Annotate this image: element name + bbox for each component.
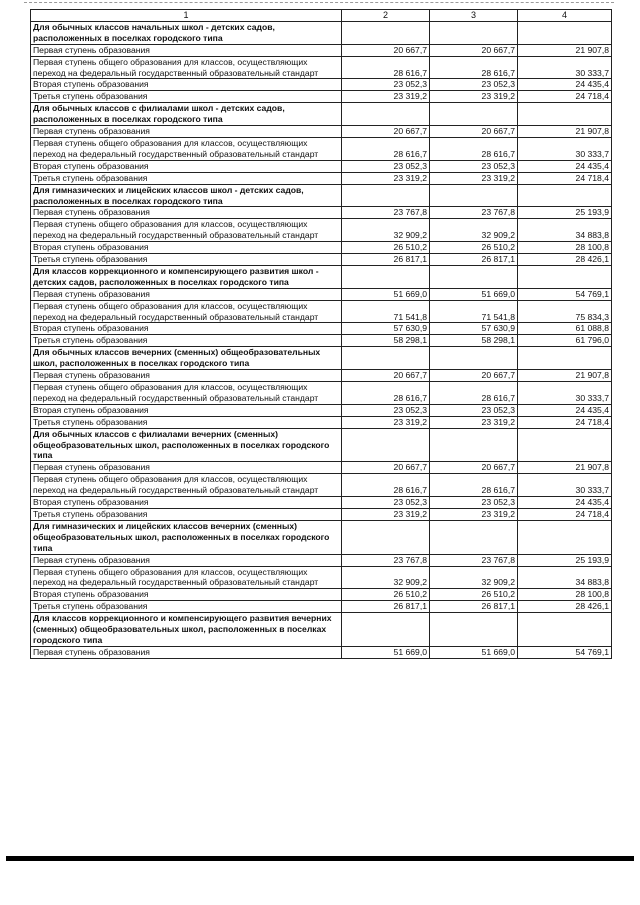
value-cell-col3: 23 052,3 (430, 79, 518, 91)
section-title: Для гимназических и лицейских классов школ - детских садов, расположенных в поселках городского типа (31, 184, 342, 207)
value-cell-col3: 20 667,7 (430, 462, 518, 474)
table-row (31, 370, 612, 382)
table-row (31, 462, 612, 474)
value-cell-col3: 20 667,7 (430, 370, 518, 382)
table-row (31, 589, 612, 601)
value-cell-col4 (518, 265, 612, 288)
column-header-3: 3 (430, 10, 518, 22)
value-cell-col3: 51 669,0 (430, 646, 518, 658)
value-cell-col3: 28 616,7 (430, 137, 518, 160)
value-cell-col2: 20 667,7 (342, 126, 430, 138)
value-cell-col2: 23 052,3 (342, 404, 430, 416)
value-cell-col3: 28 616,7 (430, 56, 518, 79)
value-cell-col4: 24 435,4 (518, 497, 612, 509)
table-row (31, 207, 612, 219)
value-cell-col4: 54 769,1 (518, 288, 612, 300)
value-cell-col3 (430, 21, 518, 44)
value-cell-col3: 23 319,2 (430, 508, 518, 520)
value-cell-col2: 32 909,2 (342, 219, 430, 242)
value-cell-col2: 23 052,3 (342, 160, 430, 172)
value-cell-col3: 23 767,8 (430, 207, 518, 219)
row-label: Вторая ступень образования (31, 79, 342, 91)
value-cell-col4: 24 718,4 (518, 172, 612, 184)
section-title: Для обычных классов с филиалами школ - детских садов, расположенных в поселках городского типа (31, 103, 342, 126)
value-cell-col4 (518, 103, 612, 126)
value-cell-col4: 25 193,9 (518, 207, 612, 219)
table-body (31, 21, 612, 658)
value-cell-col3: 23 319,2 (430, 91, 518, 103)
value-cell-col3: 26 817,1 (430, 254, 518, 266)
value-cell-col2: 28 616,7 (342, 474, 430, 497)
table-row (31, 160, 612, 172)
row-label: Третья ступень образования (31, 416, 342, 428)
value-cell-col4: 61 088,8 (518, 323, 612, 335)
value-cell-col3: 26 510,2 (430, 242, 518, 254)
section-row (31, 184, 612, 207)
value-cell-col4: 28 426,1 (518, 254, 612, 266)
footer-rule (6, 856, 634, 861)
value-cell-col4: 24 435,4 (518, 79, 612, 91)
value-cell-col3: 26 817,1 (430, 601, 518, 613)
table-row (31, 219, 612, 242)
value-cell-col3: 28 616,7 (430, 382, 518, 405)
header-row (31, 10, 612, 22)
table-row (31, 497, 612, 509)
value-cell-col2: 28 616,7 (342, 137, 430, 160)
value-cell-col2: 26 817,1 (342, 254, 430, 266)
section-row (31, 103, 612, 126)
rates-table (30, 9, 612, 659)
row-label: Первая ступень образования (31, 288, 342, 300)
section-row (31, 613, 612, 647)
section-title: Для классов коррекционного и компенсирующего развития школ - детских садов, расположенных в поселках городского типа (31, 265, 342, 288)
value-cell-col2: 23 319,2 (342, 172, 430, 184)
table-row (31, 554, 612, 566)
value-cell-col2 (342, 428, 430, 462)
value-cell-col2 (342, 613, 430, 647)
value-cell-col3: 28 616,7 (430, 474, 518, 497)
value-cell-col3: 58 298,1 (430, 335, 518, 347)
column-header-4: 4 (518, 10, 612, 22)
value-cell-col3 (430, 428, 518, 462)
section-title: Для гимназических и лицейских классов вечерних (сменных) общеобразовательных школ, расположенных в поселках городского типа (31, 520, 342, 554)
value-cell-col3: 57 630,9 (430, 323, 518, 335)
table-row (31, 126, 612, 138)
row-label: Первая ступень образования (31, 462, 342, 474)
value-cell-col4 (518, 520, 612, 554)
table-row (31, 474, 612, 497)
section-row (31, 520, 612, 554)
value-cell-col2: 23 319,2 (342, 91, 430, 103)
value-cell-col4: 24 435,4 (518, 404, 612, 416)
value-cell-col4: 30 333,7 (518, 137, 612, 160)
value-cell-col2: 51 669,0 (342, 288, 430, 300)
row-label: Вторая ступень образования (31, 497, 342, 509)
row-label: Вторая ступень образования (31, 323, 342, 335)
value-cell-col2: 23 052,3 (342, 79, 430, 91)
value-cell-col4: 30 333,7 (518, 474, 612, 497)
row-label: Первая ступень образования (31, 370, 342, 382)
value-cell-col2 (342, 21, 430, 44)
value-cell-col2: 23 767,8 (342, 554, 430, 566)
table-row (31, 56, 612, 79)
row-label: Вторая ступень образования (31, 160, 342, 172)
value-cell-col3: 23 319,2 (430, 416, 518, 428)
value-cell-col3: 26 510,2 (430, 589, 518, 601)
section-title: Для классов коррекционного и компенсирующего развития вечерних (сменных) общеобразовательных школ, расположенных в поселках городского типа (31, 613, 342, 647)
value-cell-col4: 54 769,1 (518, 646, 612, 658)
value-cell-col4: 30 333,7 (518, 382, 612, 405)
top-dashed-rule (24, 2, 614, 3)
value-cell-col4: 30 333,7 (518, 56, 612, 79)
table-row (31, 508, 612, 520)
row-label: Третья ступень образования (31, 91, 342, 103)
value-cell-col3: 23 767,8 (430, 554, 518, 566)
section-title: Для обычных классов начальных школ - детских садов, расположенных в поселках городского типа (31, 21, 342, 44)
value-cell-col2: 23 319,2 (342, 508, 430, 520)
value-cell-col4: 25 193,9 (518, 554, 612, 566)
value-cell-col2: 20 667,7 (342, 44, 430, 56)
row-label: Первая ступень образования (31, 44, 342, 56)
value-cell-col4 (518, 428, 612, 462)
section-row (31, 428, 612, 462)
row-label: Третья ступень образования (31, 335, 342, 347)
value-cell-col4: 21 907,8 (518, 126, 612, 138)
row-label: Первая ступень образования (31, 126, 342, 138)
row-label: Первая ступень общего образования для классов, осуществляющих переход на федеральный государственный образовательный стандарт (31, 566, 342, 589)
value-cell-col3: 23 052,3 (430, 160, 518, 172)
row-label: Первая ступень общего образования для классов, осуществляющих переход на федеральный государственный образовательный стандарт (31, 137, 342, 160)
table-row (31, 416, 612, 428)
value-cell-col2 (342, 347, 430, 370)
value-cell-col3 (430, 184, 518, 207)
column-header-2: 2 (342, 10, 430, 22)
value-cell-col2: 26 817,1 (342, 601, 430, 613)
value-cell-col2 (342, 103, 430, 126)
row-label: Первая ступень образования (31, 554, 342, 566)
row-label: Первая ступень общего образования для классов, осуществляющих переход на федеральный государственный образовательный стандарт (31, 300, 342, 323)
column-header-1: 1 (31, 10, 342, 22)
value-cell-col4: 24 718,4 (518, 91, 612, 103)
value-cell-col3 (430, 265, 518, 288)
section-title: Для обычных классов вечерних (сменных) общеобразовательных школ, расположенных в поселках городского типа (31, 347, 342, 370)
value-cell-col3: 20 667,7 (430, 126, 518, 138)
value-cell-col4: 21 907,8 (518, 44, 612, 56)
value-cell-col2 (342, 520, 430, 554)
value-cell-col3: 32 909,2 (430, 566, 518, 589)
value-cell-col2: 58 298,1 (342, 335, 430, 347)
value-cell-col4: 28 100,8 (518, 589, 612, 601)
section-row (31, 21, 612, 44)
value-cell-col3 (430, 520, 518, 554)
value-cell-col2 (342, 265, 430, 288)
row-label: Первая ступень общего образования для классов, осуществляющих переход на федеральный государственный образовательный стандарт (31, 219, 342, 242)
table-row (31, 288, 612, 300)
row-label: Вторая ступень образования (31, 589, 342, 601)
value-cell-col4 (518, 184, 612, 207)
table-row (31, 323, 612, 335)
row-label: Вторая ступень образования (31, 404, 342, 416)
table-row (31, 172, 612, 184)
value-cell-col3: 23 052,3 (430, 497, 518, 509)
value-cell-col4: 28 426,1 (518, 601, 612, 613)
value-cell-col4: 28 100,8 (518, 242, 612, 254)
section-row (31, 265, 612, 288)
value-cell-col4: 61 796,0 (518, 335, 612, 347)
value-cell-col2: 71 541,8 (342, 300, 430, 323)
row-label: Первая ступень общего образования для классов, осуществляющих переход на федеральный государственный образовательный стандарт (31, 382, 342, 405)
table-row (31, 646, 612, 658)
value-cell-col2: 32 909,2 (342, 566, 430, 589)
value-cell-col2: 51 669,0 (342, 646, 430, 658)
value-cell-col2 (342, 184, 430, 207)
row-label: Третья ступень образования (31, 172, 342, 184)
value-cell-col3 (430, 613, 518, 647)
value-cell-col4: 21 907,8 (518, 462, 612, 474)
value-cell-col2: 28 616,7 (342, 56, 430, 79)
section-row (31, 347, 612, 370)
value-cell-col3: 23 052,3 (430, 404, 518, 416)
value-cell-col3 (430, 103, 518, 126)
value-cell-col3: 51 669,0 (430, 288, 518, 300)
table-row (31, 601, 612, 613)
table-row (31, 382, 612, 405)
value-cell-col2: 23 052,3 (342, 497, 430, 509)
value-cell-col4 (518, 613, 612, 647)
value-cell-col4 (518, 21, 612, 44)
value-cell-col4: 24 718,4 (518, 508, 612, 520)
value-cell-col2: 26 510,2 (342, 242, 430, 254)
value-cell-col2: 26 510,2 (342, 589, 430, 601)
table-row (31, 79, 612, 91)
row-label: Первая ступень образования (31, 207, 342, 219)
row-label: Первая ступень общего образования для классов, осуществляющих переход на федеральный государственный образовательный стандарт (31, 474, 342, 497)
row-label: Третья ступень образования (31, 508, 342, 520)
value-cell-col3: 20 667,7 (430, 44, 518, 56)
value-cell-col2: 20 667,7 (342, 370, 430, 382)
value-cell-col4: 34 883,8 (518, 219, 612, 242)
value-cell-col3 (430, 347, 518, 370)
table-row (31, 137, 612, 160)
table-row (31, 300, 612, 323)
table-row (31, 566, 612, 589)
table-row (31, 91, 612, 103)
value-cell-col4: 21 907,8 (518, 370, 612, 382)
table-row (31, 44, 612, 56)
value-cell-col3: 23 319,2 (430, 172, 518, 184)
value-cell-col2: 23 319,2 (342, 416, 430, 428)
table-row (31, 242, 612, 254)
value-cell-col3: 32 909,2 (430, 219, 518, 242)
value-cell-col2: 28 616,7 (342, 382, 430, 405)
row-label: Вторая ступень образования (31, 242, 342, 254)
row-label: Первая ступень образования (31, 646, 342, 658)
value-cell-col4: 34 883,8 (518, 566, 612, 589)
table-row (31, 254, 612, 266)
section-title: Для обычных классов с филиалами вечерних (сменных) общеобразовательных школ, расположенных в поселках городского типа (31, 428, 342, 462)
value-cell-col4 (518, 347, 612, 370)
table-row (31, 404, 612, 416)
value-cell-col2: 23 767,8 (342, 207, 430, 219)
row-label: Первая ступень общего образования для классов, осуществляющих переход на федеральный государственный образовательный стандарт (31, 56, 342, 79)
value-cell-col4: 75 834,3 (518, 300, 612, 323)
value-cell-col4: 24 435,4 (518, 160, 612, 172)
value-cell-col3: 71 541,8 (430, 300, 518, 323)
value-cell-col4: 24 718,4 (518, 416, 612, 428)
row-label: Третья ступень образования (31, 601, 342, 613)
row-label: Третья ступень образования (31, 254, 342, 266)
value-cell-col2: 20 667,7 (342, 462, 430, 474)
table-row (31, 335, 612, 347)
value-cell-col2: 57 630,9 (342, 323, 430, 335)
